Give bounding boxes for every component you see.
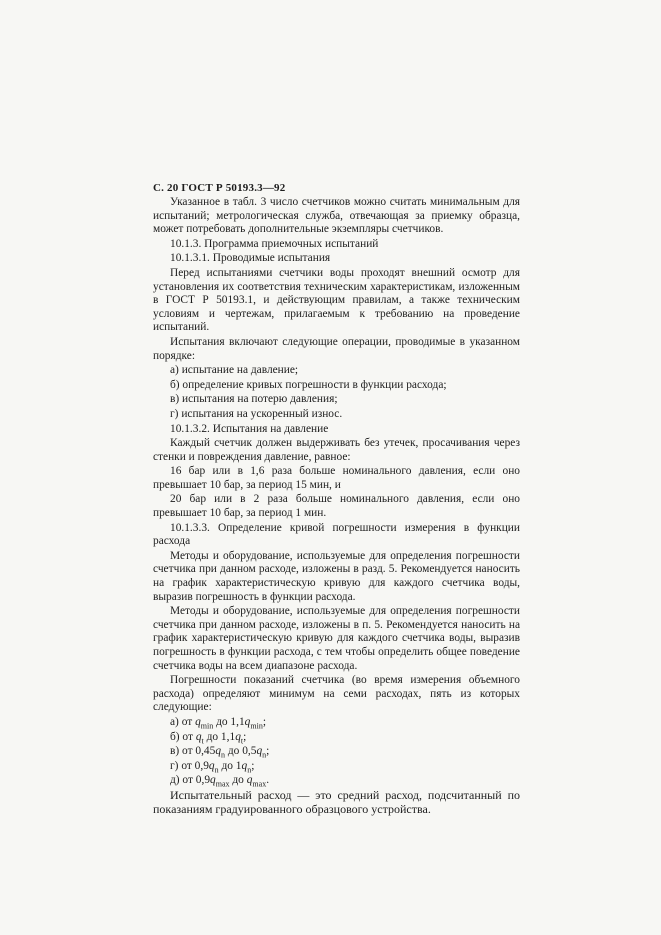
paragraph-errors: Погрешности показаний счетчика (во время измерения объемного расхода) определяют минимум на семи расходах, пять из которых следующие: bbox=[153, 674, 520, 714]
list-item-b: б) определение кривых погрешности в функции расхода; bbox=[170, 378, 447, 391]
section-heading-10-1-3-2: 10.1.3.2. Испытания на давление bbox=[170, 422, 329, 435]
paragraph-operations: Испытания включают следующие операции, проводимые в указанном порядке: bbox=[153, 335, 520, 362]
paragraph-pressure: Каждый счетчик должен выдерживать без утечек, просачивания через стенки и повреждения давление, равное: bbox=[153, 437, 520, 463]
paragraph-20-bar: 20 бар или в 2 раза больше номинального давления, если оно превышает 10 бар, за период 1 мин. bbox=[153, 493, 520, 520]
flow-item: г) от $0,9q_n$ до $1q_n$; bbox=[170, 759, 255, 775]
flow-item: в) от $0,45q_n$ до $0,5q_n$; bbox=[170, 745, 270, 760]
section-heading-10-1-3-3: 10.1.3.3. Определение кривой погрешности измерения в функции расхода bbox=[153, 521, 520, 548]
paragraph-16-bar: 16 бар или в 1,6 раза больше номинального давления, если оно превышает 10 бар, за период 15 мин, и bbox=[153, 465, 520, 491]
flow-item: а) от $q_{min}$ до $1,1q_{min}$; bbox=[170, 715, 266, 731]
page-header: С. 20 ГОСТ Р 50193.3—92 bbox=[153, 182, 286, 194]
paragraph-methods-2: Методы и оборудование, используемые для определения погрешности счетчика при данном расходе, изложены в п. 5. Рекомендуется наносить на график характеристическую кривую для каждого счетчика воды, выразив погрешность в функции расхода, с тем чтобы определить общее поведение счетчика воды на всем диапазоне расхода. bbox=[153, 605, 520, 672]
paragraph-methods-1: Методы и оборудование, используемые для определения погрешности счетчика при данном расходе, изложены в разд. 5. Рекомендуется наносить на график характеристическую кривую для каждого счетчика воды, выразив погрешность в функции расхода. bbox=[153, 549, 520, 603]
flow-item: д) от $0,9q_{max}$ до $q_{max}$. bbox=[170, 774, 270, 789]
paragraph-1: Указанное в табл. 3 число счетчиков можно считать минимальным для испытаний; метрологическая служба, отвечающая за приемку образца, может потребовать дополнительные экземпляры счетчиков. bbox=[153, 196, 520, 236]
paragraph-inspection: Перед испытаниями счетчики воды проходят внешний осмотр для установления их соответствия техническим характеристикам, изложенным в ГОСТ Р 50193.1, и действующим правилам, а также техническим условиям и чертежам, прилагаемым к требованию на проведение испытаний. bbox=[153, 266, 520, 334]
section-heading-10-1-3-1: 10.1.3.1. Проводимые испытания bbox=[170, 252, 331, 265]
flow-item: б) от $q_t$ до $1,1q_t$; bbox=[170, 730, 247, 745]
section-heading-10-1-3: 10.1.3. Программа приемочных испытаний bbox=[170, 237, 379, 250]
list-item-g: г) испытания на ускоренный износ. bbox=[170, 407, 343, 420]
paragraph-test-flow: Испытательный расход — это средний расход, подсчитанный по показаниям градуированного образцового устройства. bbox=[153, 787, 520, 816]
list-item-a: а) испытание на давление; bbox=[170, 364, 299, 377]
list-item-v: в) испытания на потерю давления; bbox=[170, 393, 338, 406]
body-text bbox=[153, 196, 520, 817]
